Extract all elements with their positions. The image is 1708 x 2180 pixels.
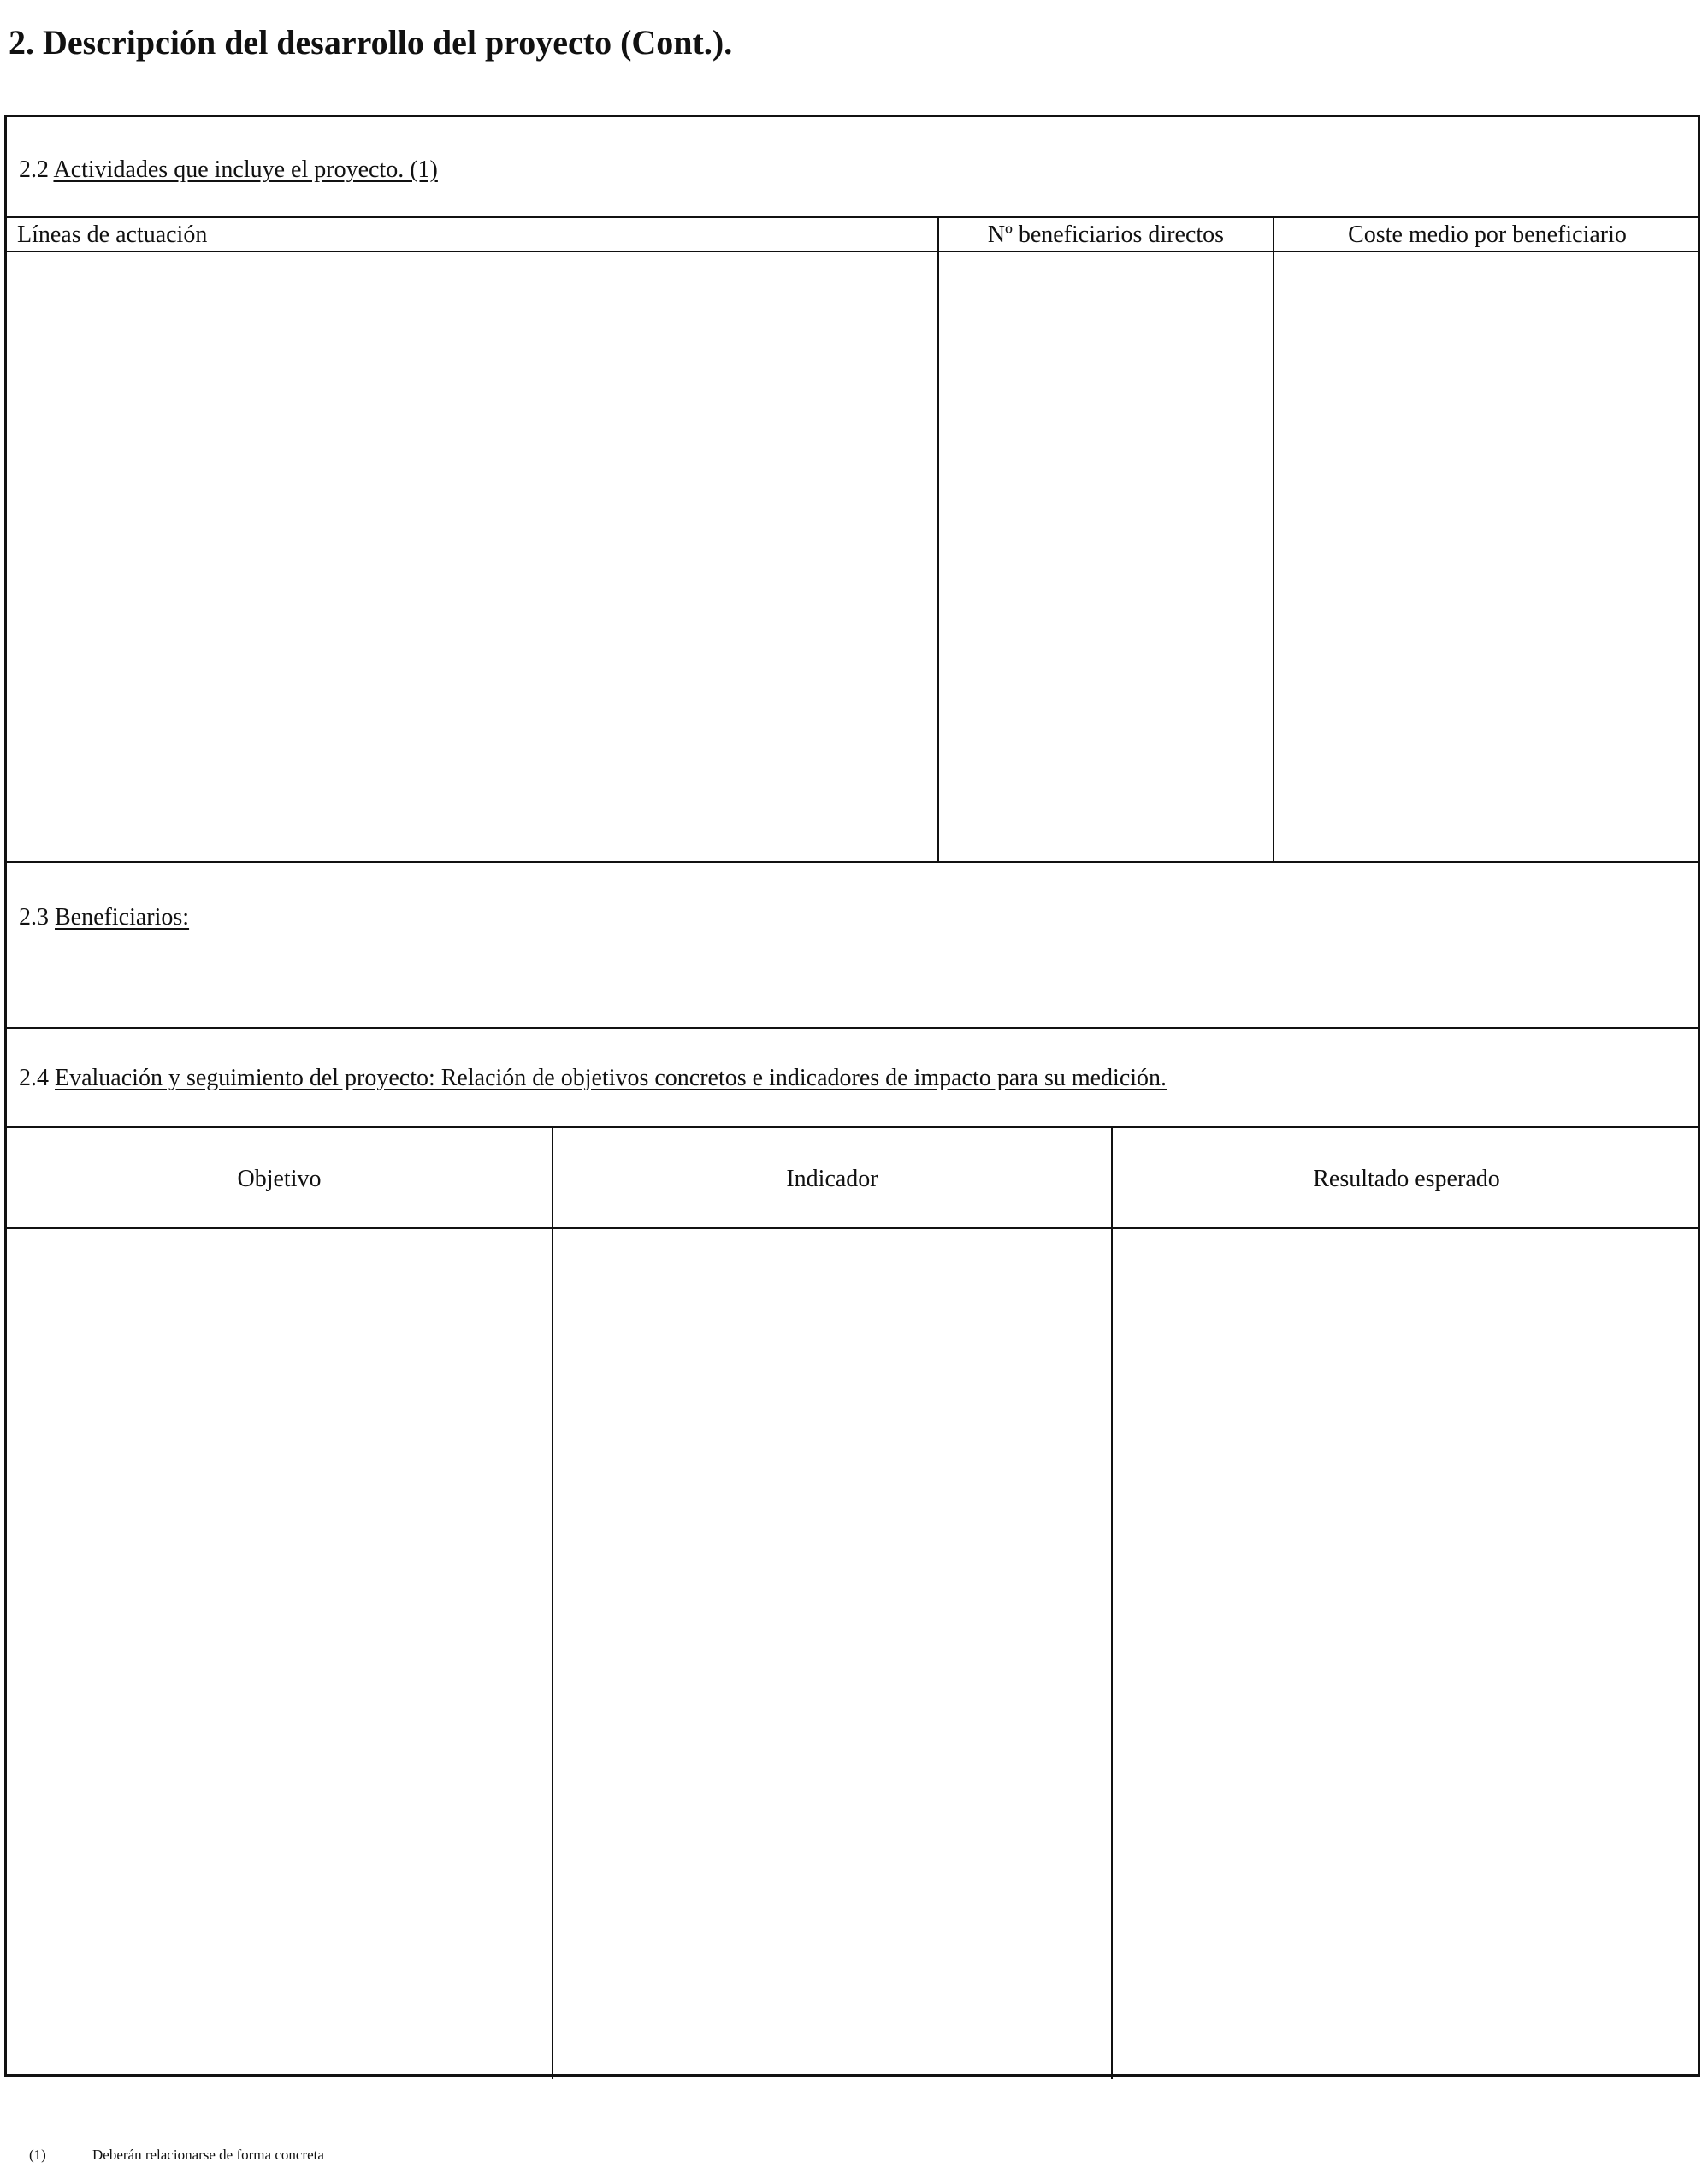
section-2-4-header-bottom-line <box>7 1227 1698 1229</box>
section-2-2-divider-1 <box>937 216 939 861</box>
section-2-2-header-bottom-line <box>7 251 1698 252</box>
section-2-4-number: 2.4 <box>19 1065 49 1091</box>
section-2-3-bottom-line <box>7 1027 1698 1029</box>
section-2-3-label <box>19 904 189 931</box>
section-2-4-divider-2 <box>1111 1126 1113 2079</box>
column-header-lineas-actuacion: Líneas de actuación <box>17 222 208 248</box>
section-2-4-label <box>19 1065 1167 1092</box>
footnote-marker: (1) <box>29 2147 46 2163</box>
section-2-3-title: Beneficiarios: <box>55 904 190 930</box>
section-2-2-bottom-line <box>7 861 1698 863</box>
section-2-4-divider-1 <box>552 1126 553 2079</box>
section-2-2-divider-2 <box>1273 216 1274 861</box>
section-2-2-number: 2.2 <box>19 157 49 183</box>
section-2-4-header-top-line <box>7 1126 1698 1128</box>
project-form <box>4 115 1700 2077</box>
column-header-coste-medio: Coste medio por beneficiario <box>1348 222 1627 248</box>
column-header-objetivo: Objetivo <box>237 1166 322 1192</box>
column-header-indicador: Indicador <box>786 1166 878 1192</box>
footnote-text: Deberán relacionarse de forma concreta <box>92 2147 324 2163</box>
page-title: 2. Descripción del desarrollo del proyecto (Cont.). <box>9 23 733 62</box>
section-2-2-header-top-line <box>7 216 1698 218</box>
section-2-2-label <box>19 157 438 184</box>
section-2-3-number: 2.3 <box>19 904 49 930</box>
column-header-resultado-esperado: Resultado esperado <box>1313 1166 1500 1192</box>
section-2-2-title: Actividades que incluye el proyecto. (1) <box>53 157 438 183</box>
column-header-beneficiarios-directos: Nº beneficiarios directos <box>987 222 1225 248</box>
section-2-4-title: Evaluación y seguimiento del proyecto: Relación de objetivos concretos e indicadores de impacto para su medición. <box>55 1065 1167 1091</box>
